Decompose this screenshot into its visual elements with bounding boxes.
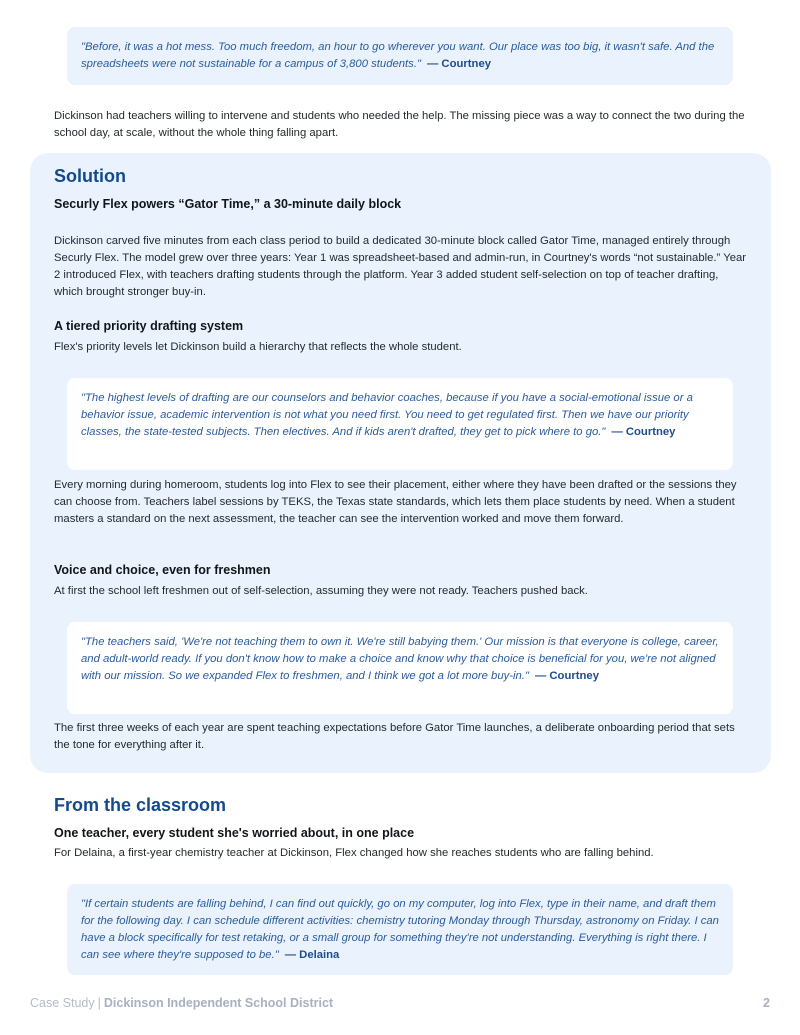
page-number: 2 xyxy=(763,996,770,1010)
footer-label: Case Study xyxy=(30,996,95,1010)
solution-paragraph-1: Dickinson carved five minutes from each class period to build a dedicated 30-minute block called Gator Time, managed entirely through Securly Flex. The model grew over three years: Year 1 was spreadsheet-based and admin-run, in Courtney's words “not sustainable.” Year 2 introduced Flex, with teachers drafting students through the platform. Year 3 added student self-selection on top of teacher drafting, which brought stronger buy-in. xyxy=(54,235,747,298)
quote-card xyxy=(67,27,733,85)
quote-card xyxy=(67,378,733,470)
footer-separator: | xyxy=(97,996,101,1010)
solution-paragraph-2: Flex's priority levels let Dickinson build a hierarchy that reflects the whole student. xyxy=(54,341,462,353)
solution-paragraph-3: Every morning during homeroom, students log into Flex to see their placement, either where they have been drafted or the sessions they can choose from. Teachers label sessions by TEKS, the Texas state standards, which lets them place students by need. When a student masters a standard on the next assessment, the teacher can see the intervention worked and move them forward. xyxy=(54,479,737,525)
solution-heading: Solution xyxy=(54,166,126,186)
footer xyxy=(30,996,333,1010)
classroom-paragraph: For Delaina, a first-year chemistry teacher at Dickinson, Flex changed how she reaches students who are falling behind. xyxy=(54,847,654,859)
drafting-subheading: A tiered priority drafting system xyxy=(54,319,244,333)
quote-text: "The teachers said, 'We're not teaching them to own it. We're still babying them.' Our mission is that everyone is college, career, and adult-world ready. If you don't know how to make a choice and know why that choice is beneficial for you, we're not aligned with our mission. So we expanded Flex to freshmen, and I think we got a lot more buy-in." xyxy=(81,636,719,682)
quote-text: "The highest levels of drafting are our counselors and behavior coaches, because if you have a social-emotional issue or a behavior issue, academic intervention is not what you need first. You need to get regulated first. Then we have our priority classes, the state-tested subjects. Then electives. And if kids aren't drafted, they get to pick where to go." xyxy=(81,392,693,438)
quote-text: "Before, it was a hot mess. Too much freedom, an hour to go wherever you want. Our place was too big, it wasn't safe. And the spreadsheets were not sustainable for a campus of 3,800 students." xyxy=(81,41,715,70)
intro-paragraph: Dickinson had teachers willing to intervene and students who needed the help. The missing piece was a way to connect the two during the school day, at scale, without the whole thing falling apart. xyxy=(54,110,745,139)
quote-attribution: — Delaina xyxy=(284,949,340,961)
classroom-heading: From the classroom xyxy=(54,795,227,815)
quote-card xyxy=(67,884,733,975)
solution-paragraph-4: At first the school left freshmen out of self-selection, assuming they were not ready. Teachers pushed back. xyxy=(54,585,588,597)
quote-attribution: — Courtney xyxy=(534,670,599,682)
solution-subheading: Securly Flex powers “Gator Time,” a 30-minute daily block xyxy=(54,197,402,211)
quote-text: "If certain students are falling behind, I can find out quickly, go on my computer, log into Flex, type in their name, and draft them for the following day. I can schedule different activities: chemistry tutoring Monday through Thursday, astronomy on Friday. I can have a block specifically for test retaking, or a small group for something they're not understanding. Everything is right there. I can see where they're supposed to be." xyxy=(81,898,719,961)
quote-card xyxy=(67,622,733,714)
quote-attribution: — Courtney xyxy=(611,426,676,438)
freshmen-subheading: Voice and choice, even for freshmen xyxy=(54,563,271,577)
classroom-subheading: One teacher, every student she's worried about, in one place xyxy=(54,826,415,840)
solution-paragraph-5: The first three weeks of each year are spent teaching expectations before Gator Time launches, a deliberate onboarding period that sets the tone for everything after it. xyxy=(54,722,735,751)
quote-attribution: — Courtney xyxy=(426,58,492,70)
footer-district: Dickinson Independent School District xyxy=(103,996,334,1010)
